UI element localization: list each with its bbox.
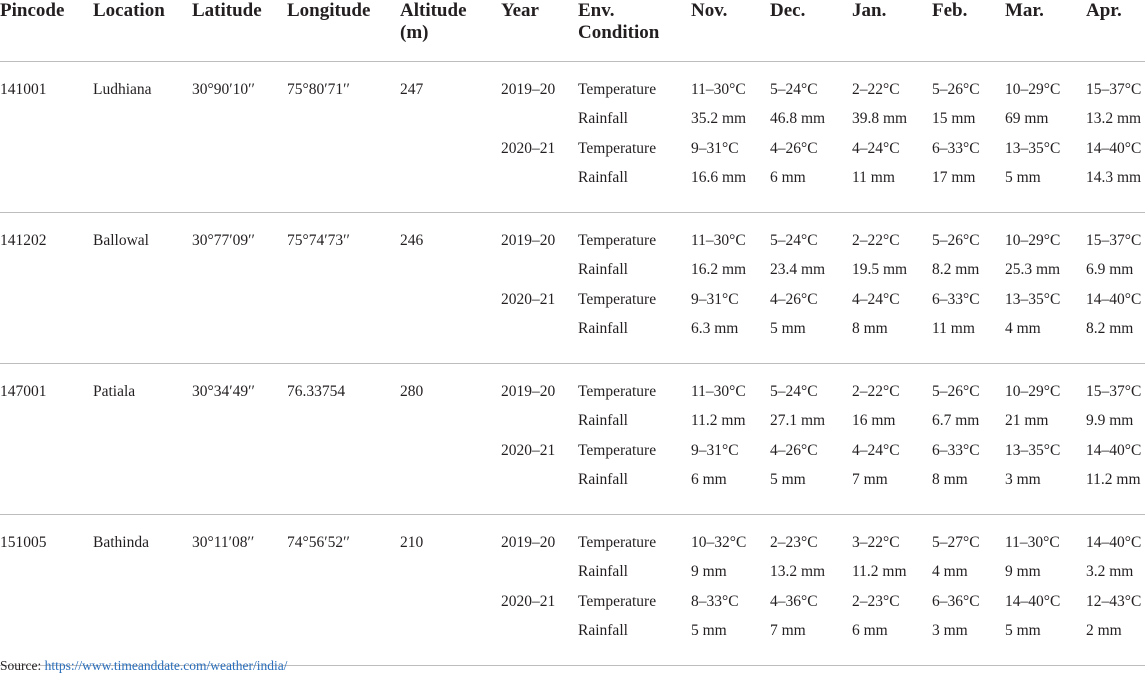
header-nov [691,0,727,22]
altitude-cell: 246 [400,232,424,249]
header-longitude [287,0,370,22]
env-condition-cell: Rainfall [578,110,628,127]
month-value-cell: 11–30°C [691,81,746,98]
location-cell: Ludhiana [93,81,152,98]
header-jan-label: Jan. [852,0,887,21]
month-value-cell: 5 mm [770,320,806,337]
month-value-cell: 14–40°C [1086,442,1142,459]
location-group [0,62,1145,213]
header-dec [770,0,805,22]
env-condition-cell: Temperature [578,442,657,459]
month-value-cell: 6.7 mm [932,412,980,429]
month-value-cell: 6 mm [770,169,806,186]
pincode-cell: 141001 [0,81,47,98]
month-value-cell: 13.2 mm [1086,110,1142,127]
month-value-cell: 19.5 mm [852,261,908,278]
header-altitude-label: Altitude [400,0,467,21]
env-condition-cell: Temperature [578,534,657,551]
header-apr [1086,0,1122,22]
month-value-cell: 14–40°C [1086,534,1142,551]
month-value-cell: 5 mm [770,471,806,488]
month-value-cell: 39.8 mm [852,110,908,127]
month-value-cell: 8–33°C [691,593,739,610]
source-note [0,658,287,674]
month-value-cell: 13.2 mm [770,563,826,580]
month-value-cell: 4–24°C [852,291,900,308]
env-condition-cell: Rainfall [578,261,628,278]
month-value-cell: 5–27°C [932,534,980,551]
header-dec-label: Dec. [770,0,806,21]
month-value-cell: 15–37°C [1086,81,1142,98]
longitude-cell: 75°80′71′′ [287,81,350,98]
month-value-cell: 10–32°C [691,534,747,551]
header-env-label: Env. [578,0,615,21]
month-value-cell: 10–29°C [1005,232,1061,249]
month-value-cell: 7 mm [852,471,888,488]
month-value-cell: 2–22°C [852,232,900,249]
header-pincode-label: Pincode [0,0,65,21]
month-value-cell: 4–24°C [852,140,900,157]
location-group [0,213,1145,364]
month-value-cell: 6–33°C [932,140,980,157]
month-value-cell: 13–35°C [1005,140,1061,157]
month-value-cell: 14–40°C [1086,140,1142,157]
month-value-cell: 5–26°C [932,232,980,249]
month-value-cell: 3–22°C [852,534,900,551]
longitude-cell: 76.33754 [287,383,346,400]
header-location-label: Location [93,0,165,21]
month-value-cell: 16 mm [852,412,896,429]
month-value-cell: 2 mm [1086,622,1122,639]
env-condition-cell: Temperature [578,383,657,400]
location-group [0,364,1145,515]
header-nov-label: Nov. [691,0,728,21]
month-value-cell: 5 mm [1005,622,1041,639]
env-condition-cell: Rainfall [578,563,628,580]
month-value-cell: 11–30°C [691,383,746,400]
header-altitude-label-line2: (m) [400,22,429,43]
header-jan [852,0,886,22]
env-condition-cell: Temperature [578,232,657,249]
env-condition-cell: Rainfall [578,169,628,186]
year-cell: 2019–20 [501,232,556,249]
latitude-cell: 30°34′49′′ [192,383,255,400]
month-value-cell: 4–24°C [852,442,900,459]
month-value-cell: 3.2 mm [1086,563,1134,580]
latitude-cell: 30°90′10′′ [192,81,255,98]
month-value-cell: 11.2 mm [1086,471,1141,488]
env-condition-cell: Temperature [578,291,657,308]
location-cell: Bathinda [93,534,149,551]
env-condition-cell: Temperature [578,593,657,610]
month-value-cell: 15–37°C [1086,383,1142,400]
env-condition-cell: Temperature [578,81,657,98]
month-value-cell: 9–31°C [691,140,739,157]
month-value-cell: 11–30°C [1005,534,1060,551]
location-group [0,515,1145,666]
month-value-cell: 11–30°C [691,232,746,249]
month-value-cell: 5–26°C [932,383,980,400]
latitude-cell: 30°11′08′′ [192,534,255,551]
year-cell: 2020–21 [501,291,556,308]
header-altitude [400,0,467,44]
altitude-cell: 210 [400,534,424,551]
year-cell: 2019–20 [501,534,556,551]
month-value-cell: 10–29°C [1005,81,1061,98]
month-value-cell: 10–29°C [1005,383,1061,400]
month-value-cell: 25.3 mm [1005,261,1061,278]
month-value-cell: 8.2 mm [1086,320,1134,337]
env-condition-cell: Temperature [578,140,657,157]
header-location [93,0,165,22]
month-value-cell: 6.9 mm [1086,261,1134,278]
month-value-cell: 5 mm [1005,169,1041,186]
env-condition-cell: Rainfall [578,471,628,488]
month-value-cell: 7 mm [770,622,806,639]
year-cell: 2019–20 [501,81,556,98]
altitude-cell: 247 [400,81,424,98]
header-mar [1005,0,1044,22]
month-value-cell: 69 mm [1005,110,1049,127]
pincode-cell: 147001 [0,383,47,400]
month-value-cell: 14.3 mm [1086,169,1142,186]
month-value-cell: 8.2 mm [932,261,980,278]
header-feb [932,0,967,22]
month-value-cell: 9–31°C [691,442,739,459]
month-value-cell: 6–36°C [932,593,980,610]
source-label: Source: [0,658,42,673]
header-longitude-label: Longitude [287,0,371,21]
header-mar-label: Mar. [1005,0,1044,21]
month-value-cell: 6–33°C [932,291,980,308]
header-year [501,0,539,22]
header-feb-label: Feb. [932,0,968,21]
month-value-cell: 4–26°C [770,291,818,308]
longitude-cell: 74°56′52′′ [287,534,350,551]
env-condition-cell: Rainfall [578,320,628,337]
month-value-cell: 6 mm [852,622,888,639]
month-value-cell: 5–26°C [932,81,980,98]
year-cell: 2020–21 [501,593,556,610]
month-value-cell: 4–36°C [770,593,818,610]
month-value-cell: 11.2 mm [852,563,907,580]
month-value-cell: 2–22°C [852,383,900,400]
month-value-cell: 4–26°C [770,140,818,157]
month-value-cell: 15 mm [932,110,976,127]
latitude-cell: 30°77′09′′ [192,232,255,249]
env-condition-cell: Rainfall [578,622,628,639]
env-condition-cell: Rainfall [578,412,628,429]
month-value-cell: 13–35°C [1005,442,1061,459]
table-body [0,62,1145,666]
longitude-cell: 75°74′73′′ [287,232,350,249]
year-cell: 2019–20 [501,383,556,400]
location-cell: Patiala [93,383,136,400]
source-link[interactable]: https://www.timeanddate.com/weather/india/ [44,658,288,673]
month-value-cell: 8 mm [932,471,968,488]
month-value-cell: 2–23°C [852,593,900,610]
month-value-cell: 4–26°C [770,442,818,459]
header-year-label: Year [501,0,539,21]
month-value-cell: 3 mm [1005,471,1041,488]
month-value-cell: 46.8 mm [770,110,826,127]
month-value-cell: 2–23°C [770,534,818,551]
location-cell: Ballowal [93,232,149,249]
month-value-cell: 14–40°C [1005,593,1061,610]
month-value-cell: 2–22°C [852,81,900,98]
year-cell: 2020–21 [501,140,556,157]
header-env [578,0,659,44]
month-value-cell: 12–43°C [1086,593,1142,610]
month-value-cell: 8 mm [852,320,888,337]
month-value-cell: 5–24°C [770,383,818,400]
month-value-cell: 15–37°C [1086,232,1142,249]
month-value-cell: 6 mm [691,471,727,488]
year-cell: 2020–21 [501,442,556,459]
header-env-label-line2: Condition [578,22,660,43]
month-value-cell: 9–31°C [691,291,739,308]
pincode-cell: 141202 [0,232,47,249]
month-value-cell: 4 mm [1005,320,1041,337]
table-header [0,0,1145,62]
month-value-cell: 9 mm [1005,563,1041,580]
month-value-cell: 5–24°C [770,232,818,249]
month-value-cell: 11 mm [932,320,975,337]
month-value-cell: 5–24°C [770,81,818,98]
month-value-cell: 6.3 mm [691,320,739,337]
month-value-cell: 21 mm [1005,412,1049,429]
month-value-cell: 11 mm [852,169,895,186]
header-latitude [192,0,262,22]
month-value-cell: 16.2 mm [691,261,747,278]
month-value-cell: 5 mm [691,622,727,639]
month-value-cell: 3 mm [932,622,968,639]
altitude-cell: 280 [400,383,424,400]
month-value-cell: 14–40°C [1086,291,1142,308]
pincode-cell: 151005 [0,534,47,551]
month-value-cell: 9.9 mm [1086,412,1134,429]
month-value-cell: 16.6 mm [691,169,747,186]
header-latitude-label: Latitude [192,0,262,21]
month-value-cell: 23.4 mm [770,261,826,278]
month-value-cell: 6–33°C [932,442,980,459]
header-apr-label: Apr. [1086,0,1122,21]
month-value-cell: 27.1 mm [770,412,826,429]
month-value-cell: 35.2 mm [691,110,747,127]
month-value-cell: 9 mm [691,563,727,580]
month-value-cell: 4 mm [932,563,968,580]
header-pincode [0,0,64,22]
month-value-cell: 13–35°C [1005,291,1061,308]
month-value-cell: 17 mm [932,169,976,186]
month-value-cell: 11.2 mm [691,412,746,429]
